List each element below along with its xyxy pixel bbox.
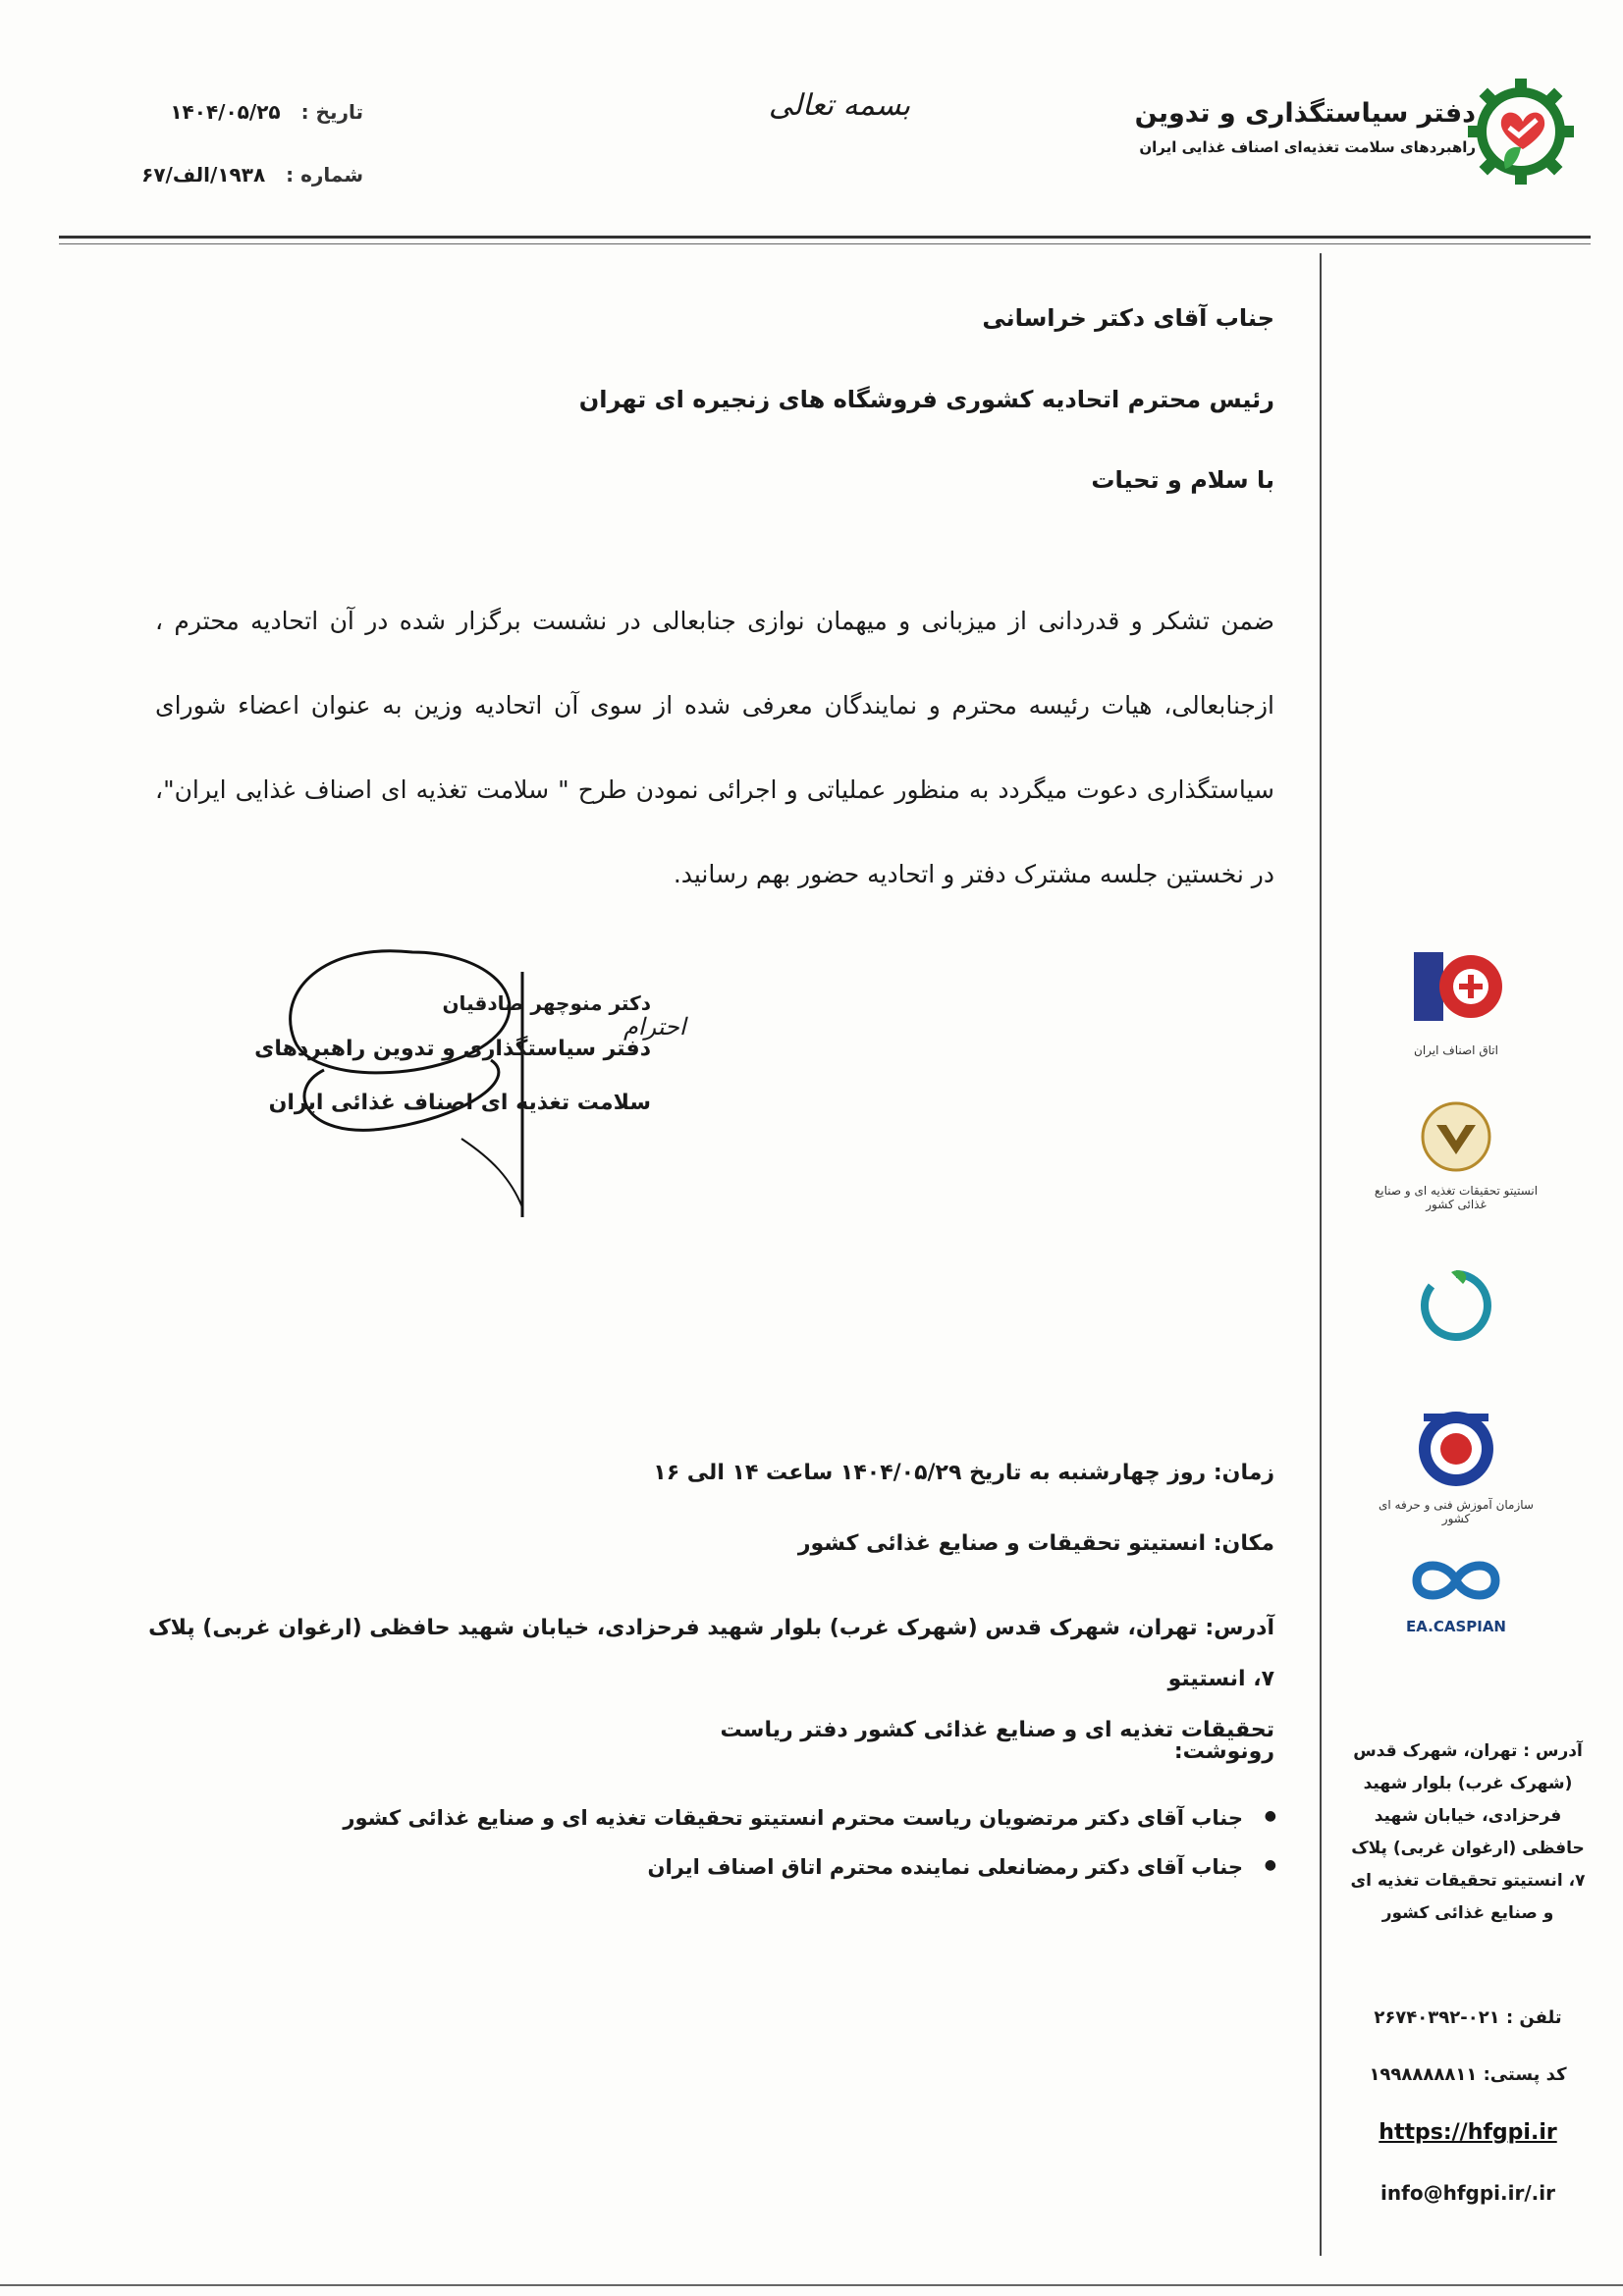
cc-item: ● جناب آقای دکتر رمضانعلی نماینده محترم اتاق اصناف ایران <box>163 1855 1243 1879</box>
sidebar-address: آدرس : تهران، شهرک قدس (شهرک غرب) بلوار شهید فرحزادی، خیابان شهید حافظی (ارغوان غربی) پلاک ۷، انستیتو تحقیقات تغذیه ای و صنایع غذائی کشور <box>1350 1741 1586 1923</box>
health-circle-logo-icon <box>1412 1264 1500 1345</box>
recipient-title: رئیس محترم اتحادیه کشوری فروشگاه های زنجیره ای تهران <box>578 386 1274 413</box>
meeting-address <box>135 1603 1274 1756</box>
date-label: تاریخ : <box>300 100 363 124</box>
signatory-position-1: دفتر سیاستگذاری و تدوین راهبردهای <box>254 1037 651 1061</box>
otagh-asnaf-logo-icon <box>1402 942 1510 1036</box>
meeting-time: زمان: روز چهارشنبه به تاریخ ۱۴۰۴/۰۵/۲۹ ساعت ۱۴ الی ۱۶ <box>653 1461 1274 1485</box>
sidebar-website-link[interactable]: https://hfgpi.ir <box>1379 2120 1557 2145</box>
greeting: با سلام و تحیات <box>1091 466 1274 494</box>
sidebar-logo-caption: سازمان آموزش فنی و حرفه ای کشور <box>1379 1498 1534 1525</box>
sidebar-phone: تلفن : ۰۲۱-۲۶۷۴۰۳۹۲ <box>1374 2007 1562 2028</box>
org-name: دفتر سیاستگذاری و تدوین <box>1134 98 1476 129</box>
handwritten-note: احترام <box>623 1013 686 1041</box>
header-divider-thin <box>59 243 1591 244</box>
sidebar-logo-institute <box>1373 1097 1540 1211</box>
meeting-address-line1: آدرس: تهران، شهرک قدس (شهرک غرب) بلوار شهید فرحزادی، خیابان شهید حافظی (ارغوان غربی) پلاک ۷، انستیتو <box>148 1616 1274 1691</box>
sidebar-logo-caption: انستیتو تحقیقات تغذیه ای و صنایع غذائی کشور <box>1374 1184 1539 1211</box>
recipient-name: جناب آقای دکتر خراسانی <box>982 304 1274 332</box>
basmala: بسمه تعالی <box>768 88 911 123</box>
cc-title: رونوشت: <box>1173 1739 1274 1764</box>
sidebar-postal-code: کد پستی: ۱۹۹۸۸۸۸۸۱۱ <box>1369 2064 1567 2085</box>
sidebar-logo-caption: EA.CASPIAN <box>1406 1618 1506 1635</box>
footer-divider <box>0 2284 1623 2286</box>
letter-date <box>108 100 363 124</box>
date-value: ۱۴۰۴/۰۵/۲۵ <box>170 100 281 124</box>
org-title-block <box>1063 98 1476 156</box>
sidebar-logo-caption: اتاق اصناف ایران <box>1414 1043 1498 1057</box>
org-logo-icon <box>1466 71 1576 198</box>
meeting-address-line2: تحقیقات تغذیه ای و صنایع غذائی کشور دفتر ریاست <box>720 1718 1274 1742</box>
signature-block <box>239 991 651 1115</box>
signatory-position-2: سلامت تغذیه ای اصناف غذائی ایران <box>268 1091 651 1115</box>
sidebar-logo-tvto <box>1373 1404 1540 1525</box>
sidebar-logo-caspian <box>1373 1551 1540 1635</box>
sidebar-email-link[interactable]: info@hfgpi.ir/.ir <box>1380 2181 1555 2205</box>
letter-body: ضمن تشکر و قدردانی از میزبانی و میهمان نوازی جنابعالی در نشست برگزار شده در آن اتحادیه محترم ، ازجنابعالی، هیات رئیسه محترم و نمایندگان معرفی شده از سوی آن اتحادیه وزین به عنوان اعضاء شورای سیاستگذاری دعوت میگردد به منظور عملیاتی و اجرائی نمودن طرح " سلامت تغذیه ای اصناف غذایی ایران"، در نخستین جلسه مشترک دفتر و اتحادیه حضور بهم رسانید. <box>155 607 1274 888</box>
number-value: ۱۹۳۸/الف/۶۷ <box>141 163 266 187</box>
sidebar-logo-health <box>1373 1264 1540 1353</box>
signatory-name: دکتر منوچهر صادقیان <box>442 991 651 1015</box>
header-divider <box>59 236 1591 239</box>
number-label: شماره : <box>286 163 363 187</box>
org-subtitle: راهبردهای سلامت تغذیه‌ای اصناف غذایی ایران <box>1139 138 1476 156</box>
sidebar-logo-otagh <box>1373 942 1540 1057</box>
nutrition-institute-logo-icon <box>1412 1097 1500 1176</box>
meeting-place: مکان: انستیتو تحقیقات و صنایع غذائی کشور <box>797 1531 1274 1556</box>
tvto-logo-icon <box>1402 1404 1510 1490</box>
sidebar-divider <box>1320 253 1322 2256</box>
cc-item: ● جناب آقای دکتر مرتضویان ریاست محترم انستیتو تحقیقات تغذیه ای و صنایع غذائی کشور <box>163 1806 1243 1830</box>
ea-caspian-logo-icon <box>1397 1551 1515 1610</box>
cc-list <box>163 1806 1274 1904</box>
letter-number <box>108 163 363 187</box>
